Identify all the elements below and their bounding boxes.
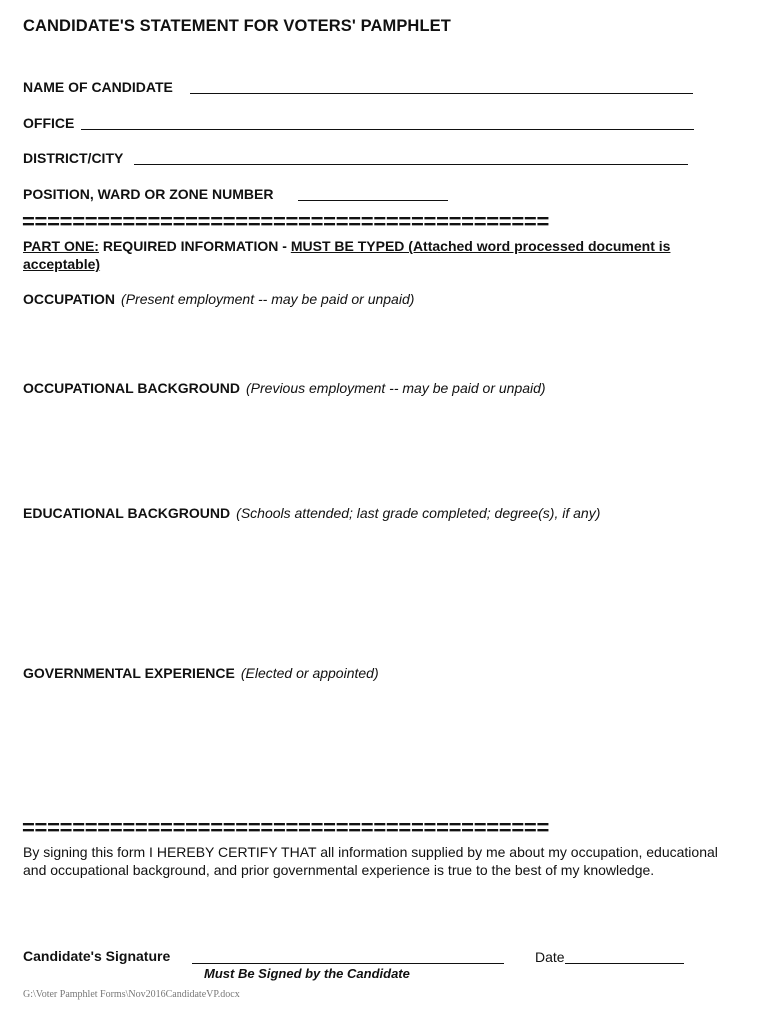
educational-background-note: (Schools attended; last grade completed; degree(s), if any): [236, 505, 601, 521]
position-ward-zone-label: POSITION, WARD OR ZONE NUMBER: [23, 186, 274, 202]
signature-line[interactable]: [192, 963, 504, 964]
part-one-must-be-typed: MUST BE TYPED (Attached word processed document is acceptable): [23, 238, 671, 272]
file-path-footer: G:\Voter Pamphlet Forms\Nov2016CandidateVP.docx: [23, 989, 240, 1000]
governmental-experience-label: GOVERNMENTAL EXPERIENCE: [23, 665, 235, 681]
name-of-candidate-line[interactable]: [190, 93, 693, 94]
must-be-signed-note: Must Be Signed by the Candidate: [204, 966, 410, 981]
educational-background-section: [23, 505, 600, 521]
office-line[interactable]: [81, 129, 694, 130]
district-city-line[interactable]: [134, 164, 688, 165]
separator-top: ==========================================: [22, 214, 550, 228]
office-label: OFFICE: [23, 115, 75, 131]
separator-bottom: ==========================================: [22, 820, 550, 834]
occupation-note: (Present employment -- may be paid or unpaid): [121, 291, 415, 307]
signature-label: Candidate's Signature: [23, 948, 171, 964]
occupation-section: [23, 291, 414, 307]
part-one-required: REQUIRED INFORMATION -: [102, 238, 291, 254]
name-of-candidate-label: NAME OF CANDIDATE: [23, 79, 173, 95]
part-one-heading: [23, 237, 739, 273]
governmental-experience-section: [23, 665, 379, 681]
occupational-background-section: [23, 380, 546, 396]
educational-background-label: EDUCATIONAL BACKGROUND: [23, 505, 231, 521]
occupational-background-note: (Previous employment -- may be paid or unpaid): [246, 380, 546, 396]
certification-text: By signing this form I HEREBY CERTIFY THAT all information supplied by me about my occupation, educational and occupational background, and prior governmental experience is true to the best of my knowledge.: [23, 844, 718, 878]
district-city-label: DISTRICT/CITY: [23, 150, 124, 166]
occupational-background-label: OCCUPATIONAL BACKGROUND: [23, 380, 240, 396]
part-one-label: PART ONE:: [23, 238, 99, 254]
date-label: Date: [535, 949, 565, 965]
form-title: CANDIDATE'S STATEMENT FOR VOTERS' PAMPHLET: [23, 17, 451, 35]
governmental-experience-note: (Elected or appointed): [240, 665, 379, 681]
occupation-label: OCCUPATION: [23, 291, 116, 307]
date-line[interactable]: [565, 963, 684, 964]
position-ward-zone-line[interactable]: [298, 200, 448, 201]
